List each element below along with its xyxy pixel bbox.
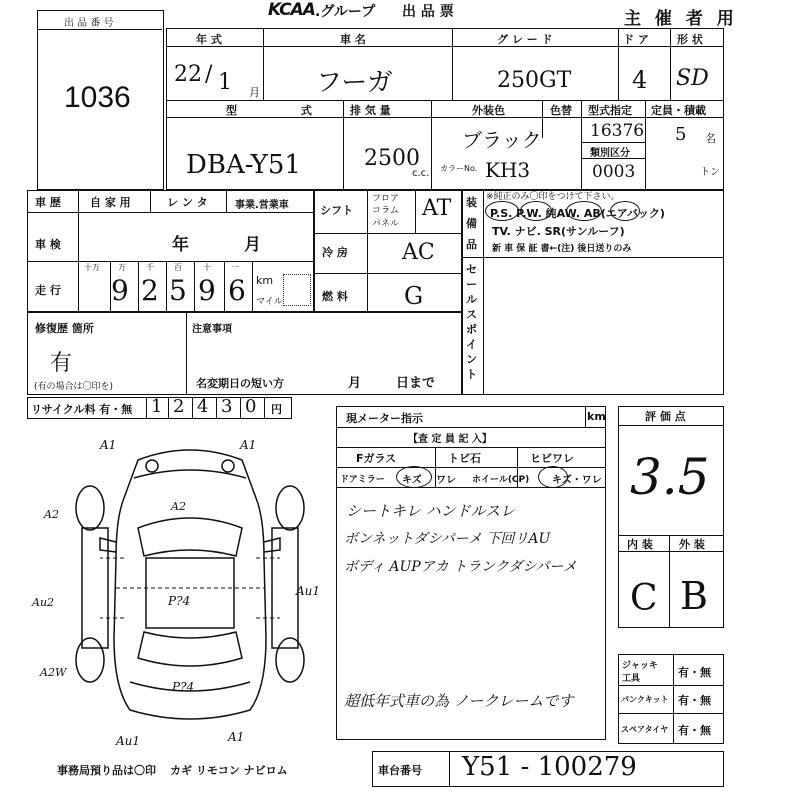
car-roof (146, 558, 234, 628)
equipment-line1: P.S. P.W. 純AW. AB(エアバック) (490, 207, 665, 220)
remark-line-1: シートキレ ハンドルスレ (346, 502, 516, 520)
fuel-value: G (404, 282, 424, 310)
inspector-label: 【査 定 員 記 入】 (408, 434, 492, 445)
inspection-label: 車 検 (35, 238, 61, 251)
brand-suffix: .グループ (315, 4, 376, 20)
windshield-label: Fガラス (356, 452, 397, 465)
chassis-value: Y51 - 100279 (462, 752, 637, 782)
mark-a1-bottom: A1 (228, 730, 245, 744)
model-label: 型 式 (226, 104, 342, 117)
score-label: 評 価 点 (645, 410, 686, 423)
km-unit: km (256, 274, 274, 287)
mark-a2-left: A2 (44, 508, 59, 521)
model-value: DBA-Y51 (186, 150, 301, 180)
meter-label: 現メーター指示 (346, 412, 423, 425)
car-body-outline (114, 450, 266, 719)
rear-left-wheel (76, 638, 104, 682)
mark-a2w-left: A2W (40, 666, 67, 679)
ab-circle (610, 201, 640, 221)
left-side-panel (82, 528, 108, 648)
recycle-unit: 円 (271, 403, 282, 416)
puncture-value: 有・無 (678, 694, 711, 707)
mark-trunk: P?4 (172, 680, 195, 694)
year-slash: / (205, 62, 213, 87)
mileage-digit-4: 9 (198, 274, 216, 307)
right-side-panel (272, 528, 298, 648)
capacity-label: 定員・積載 (651, 104, 706, 117)
stone-chip-label: トビ石 (448, 452, 481, 465)
equipment-note: ※純正のみ〇印をつけて下さい。 (486, 192, 620, 202)
aw-circle (566, 201, 602, 221)
mark-a1-top-left: A1 (100, 438, 117, 452)
year-label: 年 式 (196, 33, 222, 46)
class-label: 類別区分 (590, 148, 630, 159)
car-windshield (138, 518, 242, 556)
year-month-value: 1 (218, 70, 232, 95)
host-label: 主 催 者 用 (624, 9, 738, 29)
color-no-value: KH3 (485, 158, 531, 182)
jack-value: 有・無 (678, 666, 711, 679)
scratch-circle (396, 466, 432, 488)
shift-label: シフト (320, 204, 353, 217)
grade-label: グ レ ー ド (497, 33, 553, 46)
mark-au1-bottom: Au1 (116, 734, 141, 748)
recycle-digit-4: 3 (221, 396, 233, 417)
front-left-hub (146, 460, 158, 472)
mileage-digit-5: 6 (228, 274, 246, 307)
mark-roof: P?4 (168, 594, 191, 608)
chassis-label: 車台番号 (378, 764, 422, 777)
recycle-digit-1: 1 (151, 396, 163, 417)
type-designation-label: 型式指定 (588, 104, 632, 117)
score-value: 3.5 (630, 448, 710, 506)
mark-au1-right: Au1 (296, 584, 321, 598)
remark-bottom: 超低年式車の為 ノークレームです (344, 692, 574, 710)
caution-label: 注意事項 (192, 324, 232, 335)
remark-line-3: ボディ AUPアカ トランクダシパーメ (344, 559, 577, 575)
month-unit: 月 (249, 86, 260, 99)
scratch-label: キズ (402, 475, 422, 486)
meter-unit: km (587, 410, 606, 423)
front-right-wheel (276, 486, 304, 530)
mark-au2-left: Au2 (32, 596, 55, 609)
name-change-month: 月 (348, 376, 362, 391)
exterior-label: 外 装 (679, 538, 705, 551)
remark-line-2: ボンネットダシパーメ 下回リAU (344, 531, 551, 547)
ac-label: 冷 房 (322, 246, 348, 259)
displacement-unit: c.c. (412, 168, 430, 179)
repair-value: 有 (50, 351, 73, 376)
shift-floor: フロア (372, 194, 400, 204)
jack-label: ジャッキ工具 (622, 661, 658, 684)
digit-label-10: 十 (203, 263, 211, 272)
equipment-label: 装備品 (466, 196, 477, 251)
interior-value: C (630, 578, 658, 619)
lot-number-label: 出 品 番 号 (64, 18, 114, 29)
front-left-wheel (76, 486, 104, 530)
mark-a1-top-right: A1 (240, 438, 257, 452)
private-use-label: 自 家 用 (90, 196, 131, 209)
mileage-digit-2: 2 (141, 274, 159, 307)
exterior-value: B (680, 574, 708, 618)
rear-right-wheel (276, 638, 304, 682)
sales-point-label: セールスポイント (466, 263, 477, 381)
puncture-label: パンクキット (621, 695, 669, 704)
equipment-line2: TV. ナビ. SR(サンルーフ) (492, 225, 625, 238)
name-change-day: 日まで (396, 376, 436, 391)
office-items: カギ リモコン ナビロム (170, 764, 288, 777)
recycle-label: リサイクル料 有・無 (31, 403, 133, 416)
mile-checkbox (283, 274, 311, 306)
recycle-digit-2: 2 (173, 396, 185, 417)
mile-unit: マイル (256, 297, 283, 307)
repair-label: 修復歴 箇所 (35, 322, 94, 335)
shift-panel: パネル (372, 219, 400, 229)
class-value: 0003 (592, 162, 636, 182)
crack2-label: ワレ (436, 475, 456, 486)
grade-value: 250GT (497, 68, 572, 93)
name-label: 車 名 (340, 33, 366, 46)
door-value: 4 (632, 66, 648, 94)
color-no-label: カラーNo. (440, 164, 478, 173)
recycle-digit-5: 0 (245, 396, 257, 417)
ext-color-label: 外装色 (472, 104, 505, 117)
digit-label-1k: 千 (146, 263, 154, 272)
mileage-digit-1: 9 (111, 274, 129, 307)
door-label: ド ア (623, 33, 649, 46)
crack-label: ヒビワレ (530, 452, 574, 465)
lot-number-box (37, 10, 164, 190)
digit-label-100k: 十万 (84, 263, 100, 272)
repair-note: (有の場合は〇印を) (34, 382, 114, 392)
color-change-label: 色替 (550, 104, 572, 117)
ext-color-value: ブラック (462, 128, 542, 152)
rental-label: レ ン タ (167, 196, 208, 209)
type-designation-value: 16376 (590, 121, 645, 141)
mileage-digit-3: 5 (169, 274, 187, 307)
equipment-line3: 新 車 保 証 書←(注) 後日送りのみ (492, 244, 632, 254)
inspection-month-unit: 月 (244, 235, 261, 255)
office-note: 事務局預り品は〇印 (57, 764, 156, 777)
recycle-digit-3: 4 (197, 396, 209, 417)
mirror-label: ドアミラー (340, 475, 385, 485)
shift-column: コラム (372, 206, 399, 216)
front-right-hub (222, 460, 234, 472)
ac-value: AC (402, 240, 435, 265)
digit-label-10k: 万 (118, 263, 126, 272)
car-rear-window (138, 632, 242, 666)
capacity-value: 5 (675, 124, 687, 145)
ps-circle (485, 201, 519, 221)
car-name-value: フーガ (316, 68, 393, 98)
wheel-scratch-circle (538, 466, 568, 488)
lot-number-value: 1036 (64, 81, 131, 114)
spare-label: スペアタイヤ (621, 725, 669, 734)
inspection-year-unit: 年 (172, 235, 189, 255)
digit-label-100: 百 (174, 263, 182, 272)
shift-value: AT (422, 196, 452, 221)
business-label: 事業.営業車 (235, 200, 289, 211)
mark-a2-hood: A2 (171, 500, 186, 513)
displacement-label: 排 気 量 (350, 104, 391, 117)
scratch2-label: キズ・ワレ (552, 475, 602, 486)
load-unit: トン (700, 167, 720, 178)
history-label: 車 歴 (35, 196, 61, 209)
fuel-label: 燃 料 (322, 290, 348, 303)
year-value: 22 (174, 62, 202, 87)
capacity-unit: 名 (705, 132, 716, 145)
name-change-label: 名変期日の短い方 (196, 377, 284, 390)
brand-logo: KCAA (268, 0, 315, 20)
mileage-label: 走 行 (35, 284, 61, 297)
interior-label: 内 装 (627, 538, 653, 551)
digit-label-1: 一 (231, 263, 239, 272)
wheel-label: ホイール(CP) (472, 475, 530, 485)
shape-value: SD (676, 66, 709, 91)
pw-circle (520, 201, 552, 221)
sheet-title: 出 品 票 (402, 4, 454, 20)
spare-value: 有・無 (678, 724, 711, 737)
displacement-value: 2500 (364, 146, 420, 171)
shape-label: 形 状 (677, 33, 703, 46)
